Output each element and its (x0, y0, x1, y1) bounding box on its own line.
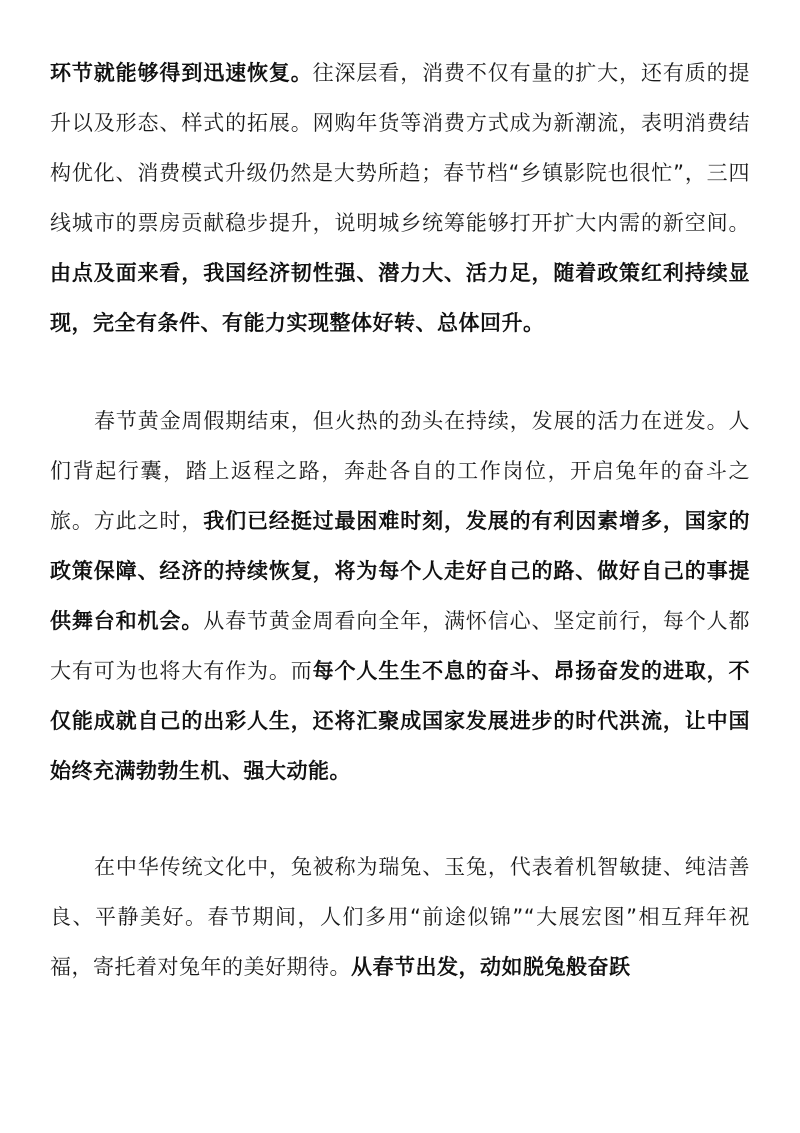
body-text: 从春节黄金周看向全年，满怀信心、坚定前行，每个人都大有可为也将大有作为。而 (50, 609, 751, 683)
bold-text: 环节就能够得到迅速恢复。 (50, 61, 313, 85)
body-text: 往深层看，消费不仅有量的扩大，还有质的提升以及形态、样式的拓展。网购年货等消费方式成为新潮流，表明消费结构优化、消费模式升级仍然是大势所趋；春节档“乡镇影院也很忙”，三四线城市的票房贡献稳步提升，说明城乡统筹能够打开扩大内需的新空间。 (50, 61, 751, 235)
paragraph-1 (50, 48, 750, 348)
paragraph-3 (50, 842, 750, 992)
bold-text: 每个人生生不息的奋斗、昂扬奋发的进取，不仅能成就自己的出彩人生，还将汇聚成国家发展进步的时代洪流，让中国始终充满勃勃生机、强大动能。 (50, 659, 751, 783)
paragraph-2 (50, 396, 750, 796)
body-text: 春节黄金周假期结束，但火热的劲头在持续，发展的活力在迸发。人们背起行囊，踏上返程之路，奔赴各自的工作岗位，开启兔年的奋斗之旅。方此之时， (50, 409, 750, 533)
paragraph-spacer (50, 796, 750, 842)
bold-text: 由点及面来看，我国经济韧性强、潜力大、活力足，随着政策红利持续显现，完全有条件、有能力实现整体好转、总体回升。 (50, 261, 750, 335)
bold-text: 我们已经挺过最困难时刻，发展的有利因素增多，国家的政策保障、经济的持续恢复，将为每个人走好自己的路、做好自己的事提供舞台和机会。 (50, 509, 751, 633)
body-text: 在中华传统文化中，兔被称为瑞兔、玉兔，代表着机智敏捷、纯洁善良、平静美好。春节期间，人们多用“前途似锦”“大展宏图”相互拜年祝福，寄托着对兔年的美好期待。 (50, 855, 750, 979)
paragraph-spacer (50, 348, 750, 396)
document-page (50, 48, 750, 992)
bold-text: 从春节出发，动如脱兔般奋跃 (351, 955, 631, 979)
